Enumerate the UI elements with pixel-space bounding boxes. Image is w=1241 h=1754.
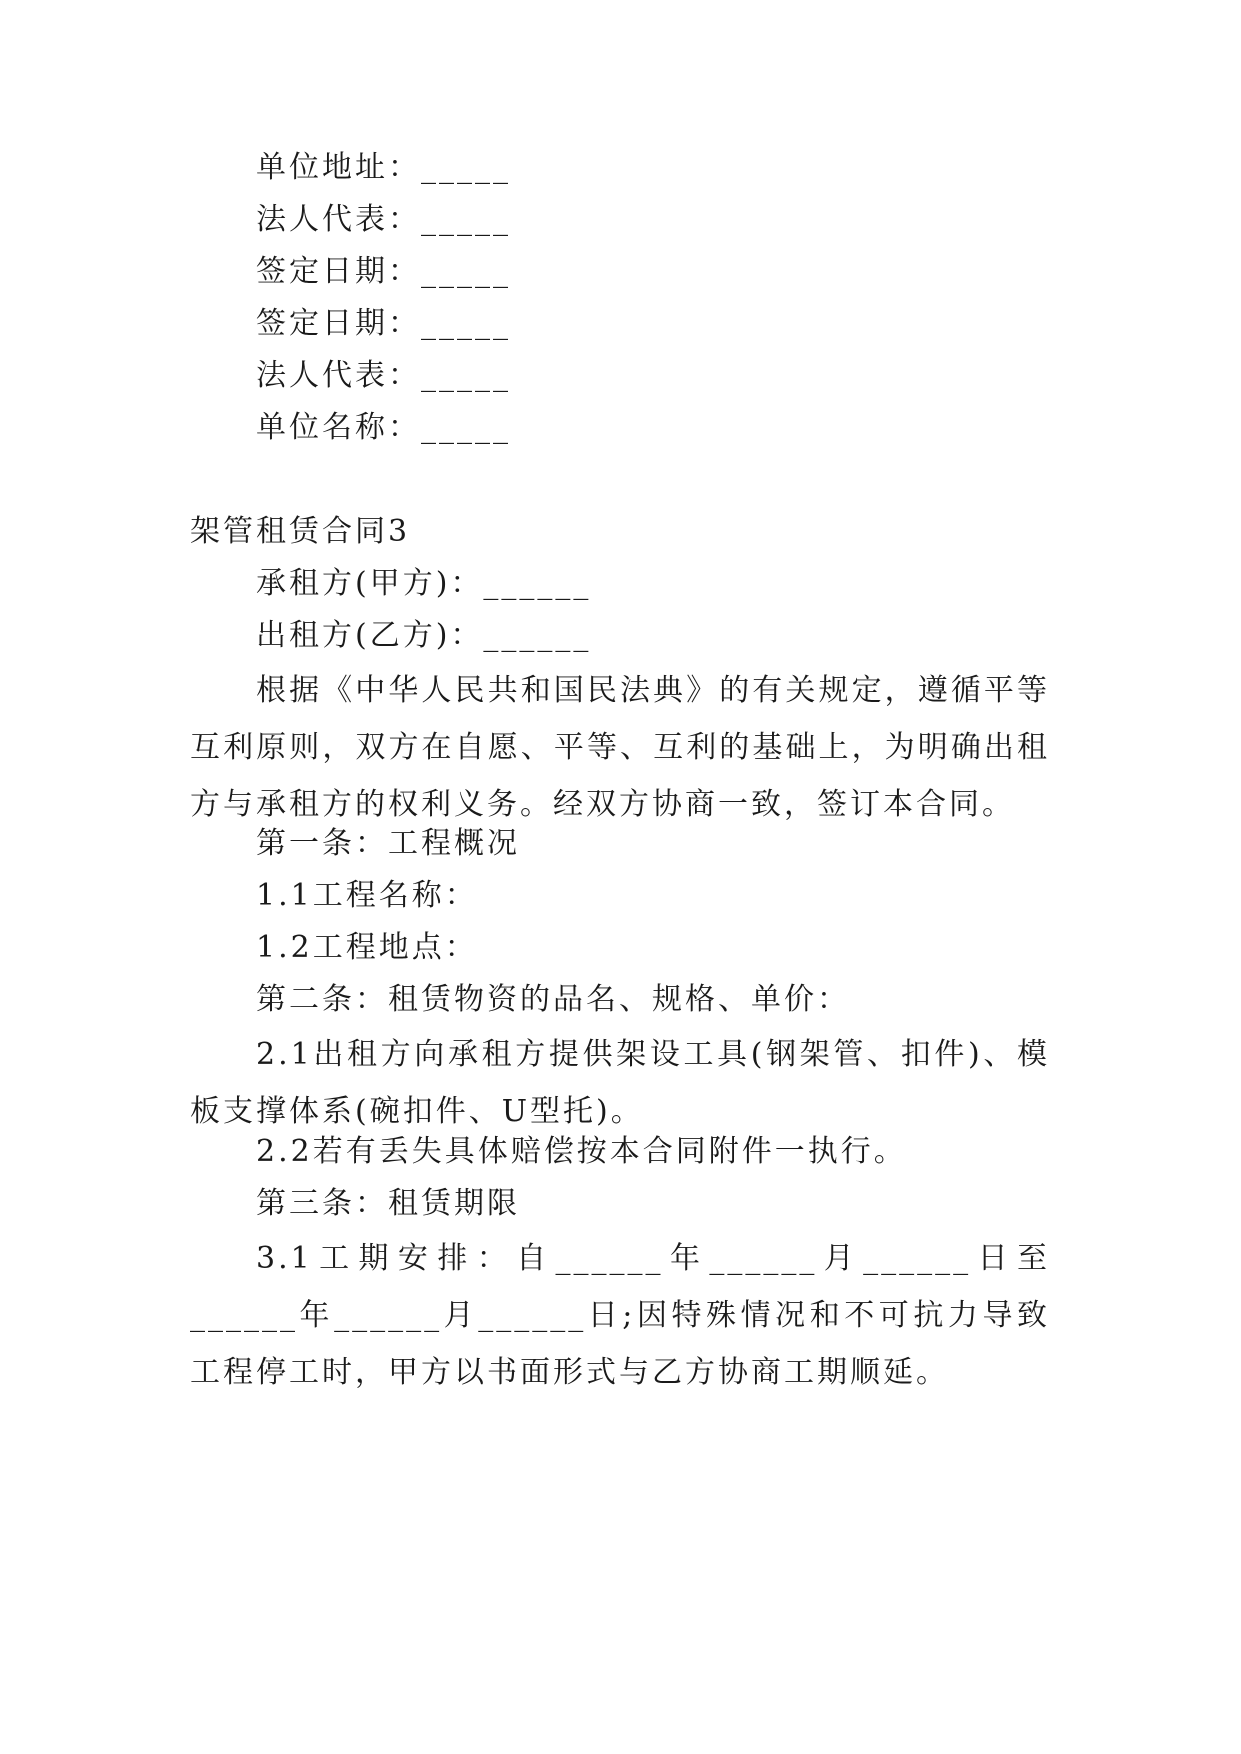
lessee-line: 承租方(甲方)：______ [256,566,592,601]
contract-title: 架管租赁合同3 [190,514,411,549]
article-1-title: 第一条：工程概况 [256,826,520,861]
preamble-paragraph: 根据《中华人民共和国民法典》的有关规定，遵循平等互利原则，双方在自愿、平等、互利的基础上，为明确出租方与承租方的权利义务。经双方协商一致，签订本合同。 [190,673,1050,822]
item-2-2: 2.2若有丢失具体赔偿按本合同附件一执行。 [256,1134,907,1169]
unit-address-line: 单位地址：_____ [256,150,511,185]
item-1-1: 1.1工程名称： [256,878,478,913]
article-2-title: 第二条：租赁物资的品名、规格、单价： [256,982,850,1017]
item-2-1: 2.1出租方向承租方提供架设工具(钢架管、扣件)、模板支撑体系(碗扣件、U型托)。 [190,1037,1050,1129]
unit-name-line: 单位名称：_____ [256,410,511,445]
signing-date-line-2: 签定日期：_____ [256,306,511,341]
article-3-title: 第三条：租赁期限 [256,1186,520,1221]
legal-rep-line-2: 法人代表：_____ [256,358,511,393]
legal-rep-line: 法人代表：_____ [256,202,511,237]
lessor-line: 出租方(乙方)：______ [256,618,592,653]
item-1-2: 1.2工程地点： [256,930,478,965]
item-3-1: 3.1工期安排：自______年______月______日至______年______月______日;因特殊情况和不可抗力导致工程停工时，甲方以书面形式与乙方协商工期顺延。 [190,1241,1050,1390]
signing-date-line: 签定日期：_____ [256,254,511,289]
